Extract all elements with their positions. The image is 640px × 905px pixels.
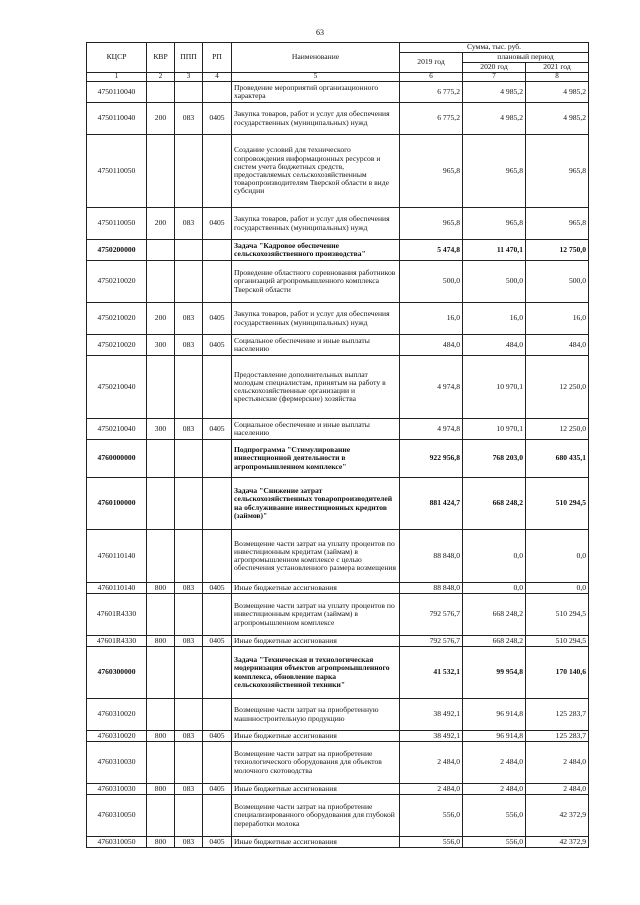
row-name: Задача "Снижение затрат сельскохозяйственных товаропроизводителей на обслуживание инвестиционных кредитов (займов)": [232, 478, 400, 530]
row-value-2021: 510 294,5: [526, 636, 589, 647]
row-name: Закупка товаров, работ и услуг для обеспечения государственных (муниципальных) нужд: [232, 208, 400, 240]
row-value-2020: 16,0: [463, 303, 526, 335]
table-row: [87, 699, 589, 731]
table-row: [87, 103, 589, 135]
table-row: [87, 356, 589, 419]
table-row: [87, 594, 589, 636]
row-ppp: 083: [175, 303, 203, 335]
row-kvr: [147, 478, 175, 530]
row-value-2020: 965,8: [463, 208, 526, 240]
row-value-2021: 500,0: [526, 261, 589, 303]
row-value-2021: 170 140,6: [526, 647, 589, 699]
row-ppp: [175, 699, 203, 731]
row-rp: [203, 356, 232, 419]
row-rp: 0405: [203, 419, 232, 440]
row-ppp: [175, 356, 203, 419]
row-kcsr: 4750200000: [87, 240, 147, 261]
row-rp: 0405: [203, 335, 232, 356]
row-kcsr: 4760100000: [87, 478, 147, 530]
row-rp: [203, 699, 232, 731]
row-name: Проведение мероприятий организационного характера: [232, 82, 400, 103]
row-rp: 0405: [203, 837, 232, 848]
row-kvr: [147, 240, 175, 261]
row-value-2020: 668 248,2: [463, 594, 526, 636]
row-rp: [203, 478, 232, 530]
header-ppp: ППП: [175, 43, 203, 73]
table-row: [87, 636, 589, 647]
row-value-2020: 668 248,2: [463, 636, 526, 647]
row-kcsr: 4760310030: [87, 784, 147, 795]
row-value-2019: 88 848,0: [400, 530, 463, 583]
column-number: 5: [232, 73, 400, 82]
table-body: [87, 82, 589, 848]
row-value-2020: 484,0: [463, 335, 526, 356]
column-number: 3: [175, 73, 203, 82]
row-rp: 0405: [203, 583, 232, 594]
row-kcsr: 47601R4330: [87, 594, 147, 636]
row-value-2020: 96 914,8: [463, 731, 526, 742]
row-value-2020: 10 970,1: [463, 419, 526, 440]
row-ppp: [175, 478, 203, 530]
table-row: [87, 837, 589, 848]
row-value-2020: 0,0: [463, 530, 526, 583]
row-name: Проведение областного соревнования работников организаций агропромышленного комплекса Тверской области: [232, 261, 400, 303]
row-kcsr: 4760110140: [87, 583, 147, 594]
row-value-2021: 510 294,5: [526, 478, 589, 530]
row-kcsr: 4750110040: [87, 103, 147, 135]
row-value-2021: 4 985,2: [526, 82, 589, 103]
row-kcsr: 4760310050: [87, 795, 147, 837]
row-value-2019: 16,0: [400, 303, 463, 335]
table-row: [87, 478, 589, 530]
row-name: Возмещение части затрат на приобретение технологического оборудования для объектов молочного скотоводства: [232, 742, 400, 784]
row-value-2020: 11 470,1: [463, 240, 526, 261]
row-ppp: 083: [175, 784, 203, 795]
row-value-2020: 4 985,2: [463, 82, 526, 103]
row-kvr: [147, 261, 175, 303]
row-value-2021: 965,8: [526, 135, 589, 208]
row-value-2019: 792 576,7: [400, 594, 463, 636]
row-value-2021: 680 435,1: [526, 440, 589, 478]
header-kvr: КВР: [147, 43, 175, 73]
page-number: 63: [316, 28, 324, 37]
row-kvr: [147, 742, 175, 784]
row-name: Социальное обеспечение и иные выплаты населению: [232, 419, 400, 440]
row-value-2020: 2 484,0: [463, 742, 526, 784]
row-value-2021: 42 372,9: [526, 795, 589, 837]
row-kvr: [147, 82, 175, 103]
row-kvr: [147, 440, 175, 478]
row-kcsr: 4760310050: [87, 837, 147, 848]
row-ppp: [175, 530, 203, 583]
column-number: 1: [87, 73, 147, 82]
row-value-2019: 6 775,2: [400, 103, 463, 135]
row-value-2021: 484,0: [526, 335, 589, 356]
row-name: Закупка товаров, работ и услуг для обеспечения государственных (муниципальных) нужд: [232, 103, 400, 135]
table-row: [87, 335, 589, 356]
header-sum: Сумма, тыс. руб.: [400, 43, 589, 53]
table-row: [87, 440, 589, 478]
column-number: 2: [147, 73, 175, 82]
row-value-2020: 2 484,0: [463, 784, 526, 795]
row-value-2019: 88 848,0: [400, 583, 463, 594]
row-rp: [203, 795, 232, 837]
header-2020: 2020 год: [463, 63, 526, 73]
row-name: Подпрограмма "Стимулирование инвестиционной деятельности в агропромышленном комплексе": [232, 440, 400, 478]
row-value-2019: 2 484,0: [400, 742, 463, 784]
row-ppp: [175, 135, 203, 208]
row-value-2021: 125 283,7: [526, 731, 589, 742]
row-value-2020: 4 985,2: [463, 103, 526, 135]
row-kvr: 200: [147, 303, 175, 335]
row-name: Возмещение части затрат на уплату процентов по инвестиционным кредитам (займам) в агропромышленном комплексе: [232, 594, 400, 636]
row-name: Задача "Кадровое обеспечение сельскохозяйственного производства": [232, 240, 400, 261]
row-name: Возмещение части затрат на приобретение специализированного оборудования для глубокой переработки молока: [232, 795, 400, 837]
table-row: [87, 647, 589, 699]
row-kcsr: 4760110140: [87, 530, 147, 583]
row-value-2020: 556,0: [463, 837, 526, 848]
row-value-2019: 965,8: [400, 135, 463, 208]
row-value-2021: 125 283,7: [526, 699, 589, 731]
row-ppp: [175, 440, 203, 478]
row-value-2019: 556,0: [400, 795, 463, 837]
row-kvr: [147, 594, 175, 636]
row-name: Задача "Техническая и технологическая модернизация объектов агропромышленного комплекса, обновление парка сельскохозяйственной техники": [232, 647, 400, 699]
row-kvr: 800: [147, 583, 175, 594]
row-rp: [203, 530, 232, 583]
row-value-2021: 510 294,5: [526, 594, 589, 636]
row-value-2019: 4 974,8: [400, 419, 463, 440]
row-kcsr: 4750210020: [87, 261, 147, 303]
row-value-2021: 0,0: [526, 583, 589, 594]
row-name: Возмещение части затрат на уплату процентов по инвестиционным кредитам (займам) в агропромышленном комплексе с целью обеспечения установленного размера возмещения: [232, 530, 400, 583]
row-kcsr: 4760000000: [87, 440, 147, 478]
header-2021: 2021 год: [526, 63, 589, 73]
column-numbers-row: [87, 73, 589, 82]
row-name: Социальное обеспечение и иные выплаты населению: [232, 335, 400, 356]
row-ppp: [175, 261, 203, 303]
row-kvr: [147, 699, 175, 731]
row-kvr: [147, 135, 175, 208]
row-ppp: [175, 742, 203, 784]
row-value-2021: 12 250,0: [526, 356, 589, 419]
row-kvr: [147, 356, 175, 419]
table-row: [87, 240, 589, 261]
row-ppp: [175, 795, 203, 837]
row-name: Возмещение части затрат на приобретенную машиностроительную продукцию: [232, 699, 400, 731]
budget-table: [86, 42, 589, 848]
row-rp: 0405: [203, 636, 232, 647]
row-value-2021: 2 484,0: [526, 742, 589, 784]
table-row: [87, 583, 589, 594]
table-row: [87, 261, 589, 303]
row-value-2019: 792 576,7: [400, 636, 463, 647]
header-row-1: [87, 43, 589, 53]
table-row: [87, 208, 589, 240]
row-value-2020: 965,8: [463, 135, 526, 208]
row-kcsr: 4760300000: [87, 647, 147, 699]
row-kcsr: 4750210040: [87, 419, 147, 440]
row-rp: 0405: [203, 784, 232, 795]
row-kcsr: 4760310030: [87, 742, 147, 784]
row-name: Иные бюджетные ассигнования: [232, 731, 400, 742]
row-rp: 0405: [203, 303, 232, 335]
row-kvr: 300: [147, 335, 175, 356]
row-value-2019: 922 956,8: [400, 440, 463, 478]
row-value-2019: 965,8: [400, 208, 463, 240]
table-row: [87, 795, 589, 837]
column-number: 7: [463, 73, 526, 82]
row-ppp: [175, 594, 203, 636]
row-value-2019: 38 492,1: [400, 731, 463, 742]
row-ppp: 083: [175, 335, 203, 356]
row-kvr: 800: [147, 784, 175, 795]
row-name: Создание условий для технического сопровождения информационных ресурсов и систем учета бюджетных средств, предоставляемых сельскохозяйственным товаропроизводителям Тверской области в виде субсидии: [232, 135, 400, 208]
row-value-2021: 12 250,0: [526, 419, 589, 440]
row-value-2020: 96 914,8: [463, 699, 526, 731]
row-name: Иные бюджетные ассигнования: [232, 636, 400, 647]
row-value-2019: 556,0: [400, 837, 463, 848]
row-value-2020: 768 203,0: [463, 440, 526, 478]
row-value-2019: 38 492,1: [400, 699, 463, 731]
row-value-2019: 881 424,7: [400, 478, 463, 530]
row-rp: 0405: [203, 731, 232, 742]
row-ppp: [175, 647, 203, 699]
header-2019: 2019 год: [400, 53, 463, 73]
row-value-2021: 965,8: [526, 208, 589, 240]
row-kcsr: 4750110050: [87, 208, 147, 240]
row-kvr: [147, 795, 175, 837]
column-number: 6: [400, 73, 463, 82]
row-value-2020: 10 970,1: [463, 356, 526, 419]
column-number: 4: [203, 73, 232, 82]
row-name: Иные бюджетные ассигнования: [232, 583, 400, 594]
row-value-2021: 0,0: [526, 530, 589, 583]
row-value-2020: 556,0: [463, 795, 526, 837]
row-ppp: 083: [175, 419, 203, 440]
row-rp: [203, 261, 232, 303]
row-value-2019: 2 484,0: [400, 784, 463, 795]
row-value-2019: 4 974,8: [400, 356, 463, 419]
row-kvr: [147, 647, 175, 699]
row-ppp: [175, 82, 203, 103]
row-name: Закупка товаров, работ и услуг для обеспечения государственных (муниципальных) нужд: [232, 303, 400, 335]
table-row: [87, 742, 589, 784]
row-ppp: 083: [175, 837, 203, 848]
row-kvr: [147, 530, 175, 583]
row-kcsr: 4750210020: [87, 303, 147, 335]
row-name: Иные бюджетные ассигнования: [232, 837, 400, 848]
row-kcsr: 4750210020: [87, 335, 147, 356]
row-value-2021: 42 372,9: [526, 837, 589, 848]
row-value-2020: 0,0: [463, 583, 526, 594]
row-ppp: [175, 240, 203, 261]
column-number: 8: [526, 73, 589, 82]
row-rp: [203, 440, 232, 478]
row-value-2021: 16,0: [526, 303, 589, 335]
row-ppp: 083: [175, 103, 203, 135]
table-row: [87, 784, 589, 795]
row-value-2019: 5 474,8: [400, 240, 463, 261]
row-value-2021: 12 750,0: [526, 240, 589, 261]
row-value-2019: 484,0: [400, 335, 463, 356]
row-kvr: 200: [147, 103, 175, 135]
row-kcsr: 47601R4330: [87, 636, 147, 647]
row-ppp: 083: [175, 583, 203, 594]
row-rp: 0405: [203, 103, 232, 135]
row-ppp: 083: [175, 731, 203, 742]
row-rp: [203, 82, 232, 103]
row-value-2021: 4 985,2: [526, 103, 589, 135]
row-value-2019: 500,0: [400, 261, 463, 303]
row-rp: [203, 742, 232, 784]
row-value-2020: 668 248,2: [463, 478, 526, 530]
row-value-2020: 99 954,8: [463, 647, 526, 699]
row-kcsr: 4750110040: [87, 82, 147, 103]
row-value-2020: 500,0: [463, 261, 526, 303]
row-rp: [203, 594, 232, 636]
row-name: Иные бюджетные ассигнования: [232, 784, 400, 795]
row-kvr: 800: [147, 636, 175, 647]
row-kcsr: 4750110050: [87, 135, 147, 208]
row-rp: [203, 647, 232, 699]
header-name: Наименование: [232, 43, 400, 73]
header-kcsr: КЦСР: [87, 43, 147, 73]
row-kvr: 800: [147, 731, 175, 742]
row-kvr: 200: [147, 208, 175, 240]
row-name: Предоставление дополнительных выплат молодым специалистам, принятым на работу в сельскохозяйственные организации и крестьянские (фермерские) хозяйства: [232, 356, 400, 419]
row-kcsr: 4750210040: [87, 356, 147, 419]
row-kvr: 800: [147, 837, 175, 848]
row-kvr: 300: [147, 419, 175, 440]
row-value-2021: 2 484,0: [526, 784, 589, 795]
row-value-2019: 6 775,2: [400, 82, 463, 103]
row-rp: 0405: [203, 208, 232, 240]
header-rp: РП: [203, 43, 232, 73]
table-row: [87, 82, 589, 103]
row-kcsr: 4760310020: [87, 731, 147, 742]
row-value-2019: 41 532,1: [400, 647, 463, 699]
table-row: [87, 419, 589, 440]
row-ppp: 083: [175, 636, 203, 647]
row-rp: [203, 135, 232, 208]
table-row: [87, 530, 589, 583]
row-ppp: 083: [175, 208, 203, 240]
header-planned-period: плановый период: [463, 53, 589, 63]
table-row: [87, 303, 589, 335]
table-row: [87, 135, 589, 208]
table-row: [87, 731, 589, 742]
row-rp: [203, 240, 232, 261]
row-kcsr: 4760310020: [87, 699, 147, 731]
